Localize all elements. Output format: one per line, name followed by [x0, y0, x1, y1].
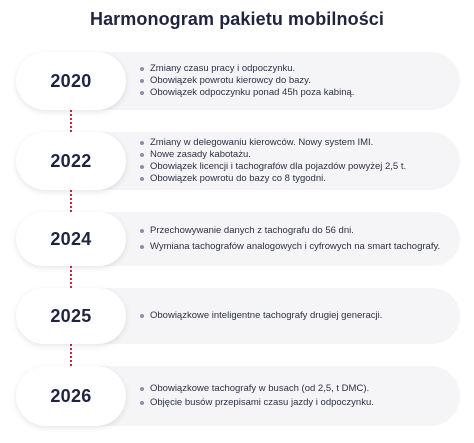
list-item — [140, 137, 452, 149]
timeline-connector — [70, 190, 72, 212]
item-list — [140, 52, 452, 110]
bullet-icon — [140, 245, 144, 249]
list-item — [140, 149, 452, 161]
item-text: Przechowywanie danych z tachografu do 56 dni. — [150, 225, 354, 236]
bullet-icon — [140, 153, 144, 157]
bullet-icon — [140, 229, 144, 233]
item-list — [140, 132, 452, 190]
item-text: Obowiązek powrotu kierowcy do bazy. — [150, 75, 311, 86]
timeline-row-2022 — [16, 132, 460, 190]
year-badge: 2025 — [16, 288, 126, 344]
year-badge: 2026 — [16, 366, 126, 426]
list-item — [140, 397, 452, 409]
timeline-row-2024 — [16, 212, 460, 266]
item-text: Obowiązek licencji i tachografów dla pojazdów powyżej 2,5 t. — [150, 161, 407, 172]
timeline-row-2020 — [16, 52, 460, 110]
year-badge: 2020 — [16, 52, 126, 110]
item-text: Zmiany czasu pracy i odpoczynku. — [150, 63, 296, 74]
item-text: Objęcie busów przepisami czasu jazdy i odpoczynku. — [150, 397, 374, 408]
bullet-icon — [140, 141, 144, 145]
item-list — [140, 288, 452, 344]
item-text: Zmiany w delegowaniu kierowców. Nowy system IMI. — [150, 137, 374, 148]
list-item — [140, 75, 452, 87]
list-item — [140, 241, 452, 253]
bullet-icon — [140, 165, 144, 169]
timeline-connector — [70, 266, 72, 288]
year-badge: 2024 — [16, 212, 126, 266]
bullet-icon — [140, 177, 144, 181]
timeline-connector — [70, 110, 72, 132]
item-list — [140, 212, 452, 266]
item-text: Wymiana tachografów analogowych i cyfrowych na smart tachografy. — [150, 241, 441, 252]
bullet-icon — [140, 387, 144, 391]
item-text: Nowe zasady kabotażu. — [150, 149, 251, 160]
list-item — [140, 87, 452, 99]
item-list — [140, 366, 452, 426]
bullet-icon — [140, 91, 144, 95]
bullet-icon — [140, 401, 144, 405]
item-text: Obowiązkowe inteligentne tachografy drugiej generacji. — [150, 310, 383, 321]
list-item — [140, 310, 452, 322]
bullet-icon — [140, 79, 144, 83]
list-item — [140, 173, 452, 185]
item-text: Obowiązkowe tachografy w busach (od 2,5, t DMC). — [150, 383, 370, 394]
timeline-connector — [70, 344, 72, 366]
item-text: Obowiązek powrotu do bazy co 8 tygodni. — [150, 173, 326, 184]
timeline-row-2026 — [16, 366, 460, 426]
bullet-icon — [140, 314, 144, 318]
year-badge: 2022 — [16, 132, 126, 190]
list-item — [140, 161, 452, 173]
page-title: Harmonogram pakietu mobilności — [89, 9, 385, 29]
list-item — [140, 383, 452, 395]
bullet-icon — [140, 67, 144, 71]
list-item — [140, 63, 452, 75]
list-item — [140, 225, 452, 237]
item-text: Obowiązek odpoczynku ponad 45h poza kabiną. — [150, 87, 355, 98]
timeline-row-2025 — [16, 288, 460, 344]
